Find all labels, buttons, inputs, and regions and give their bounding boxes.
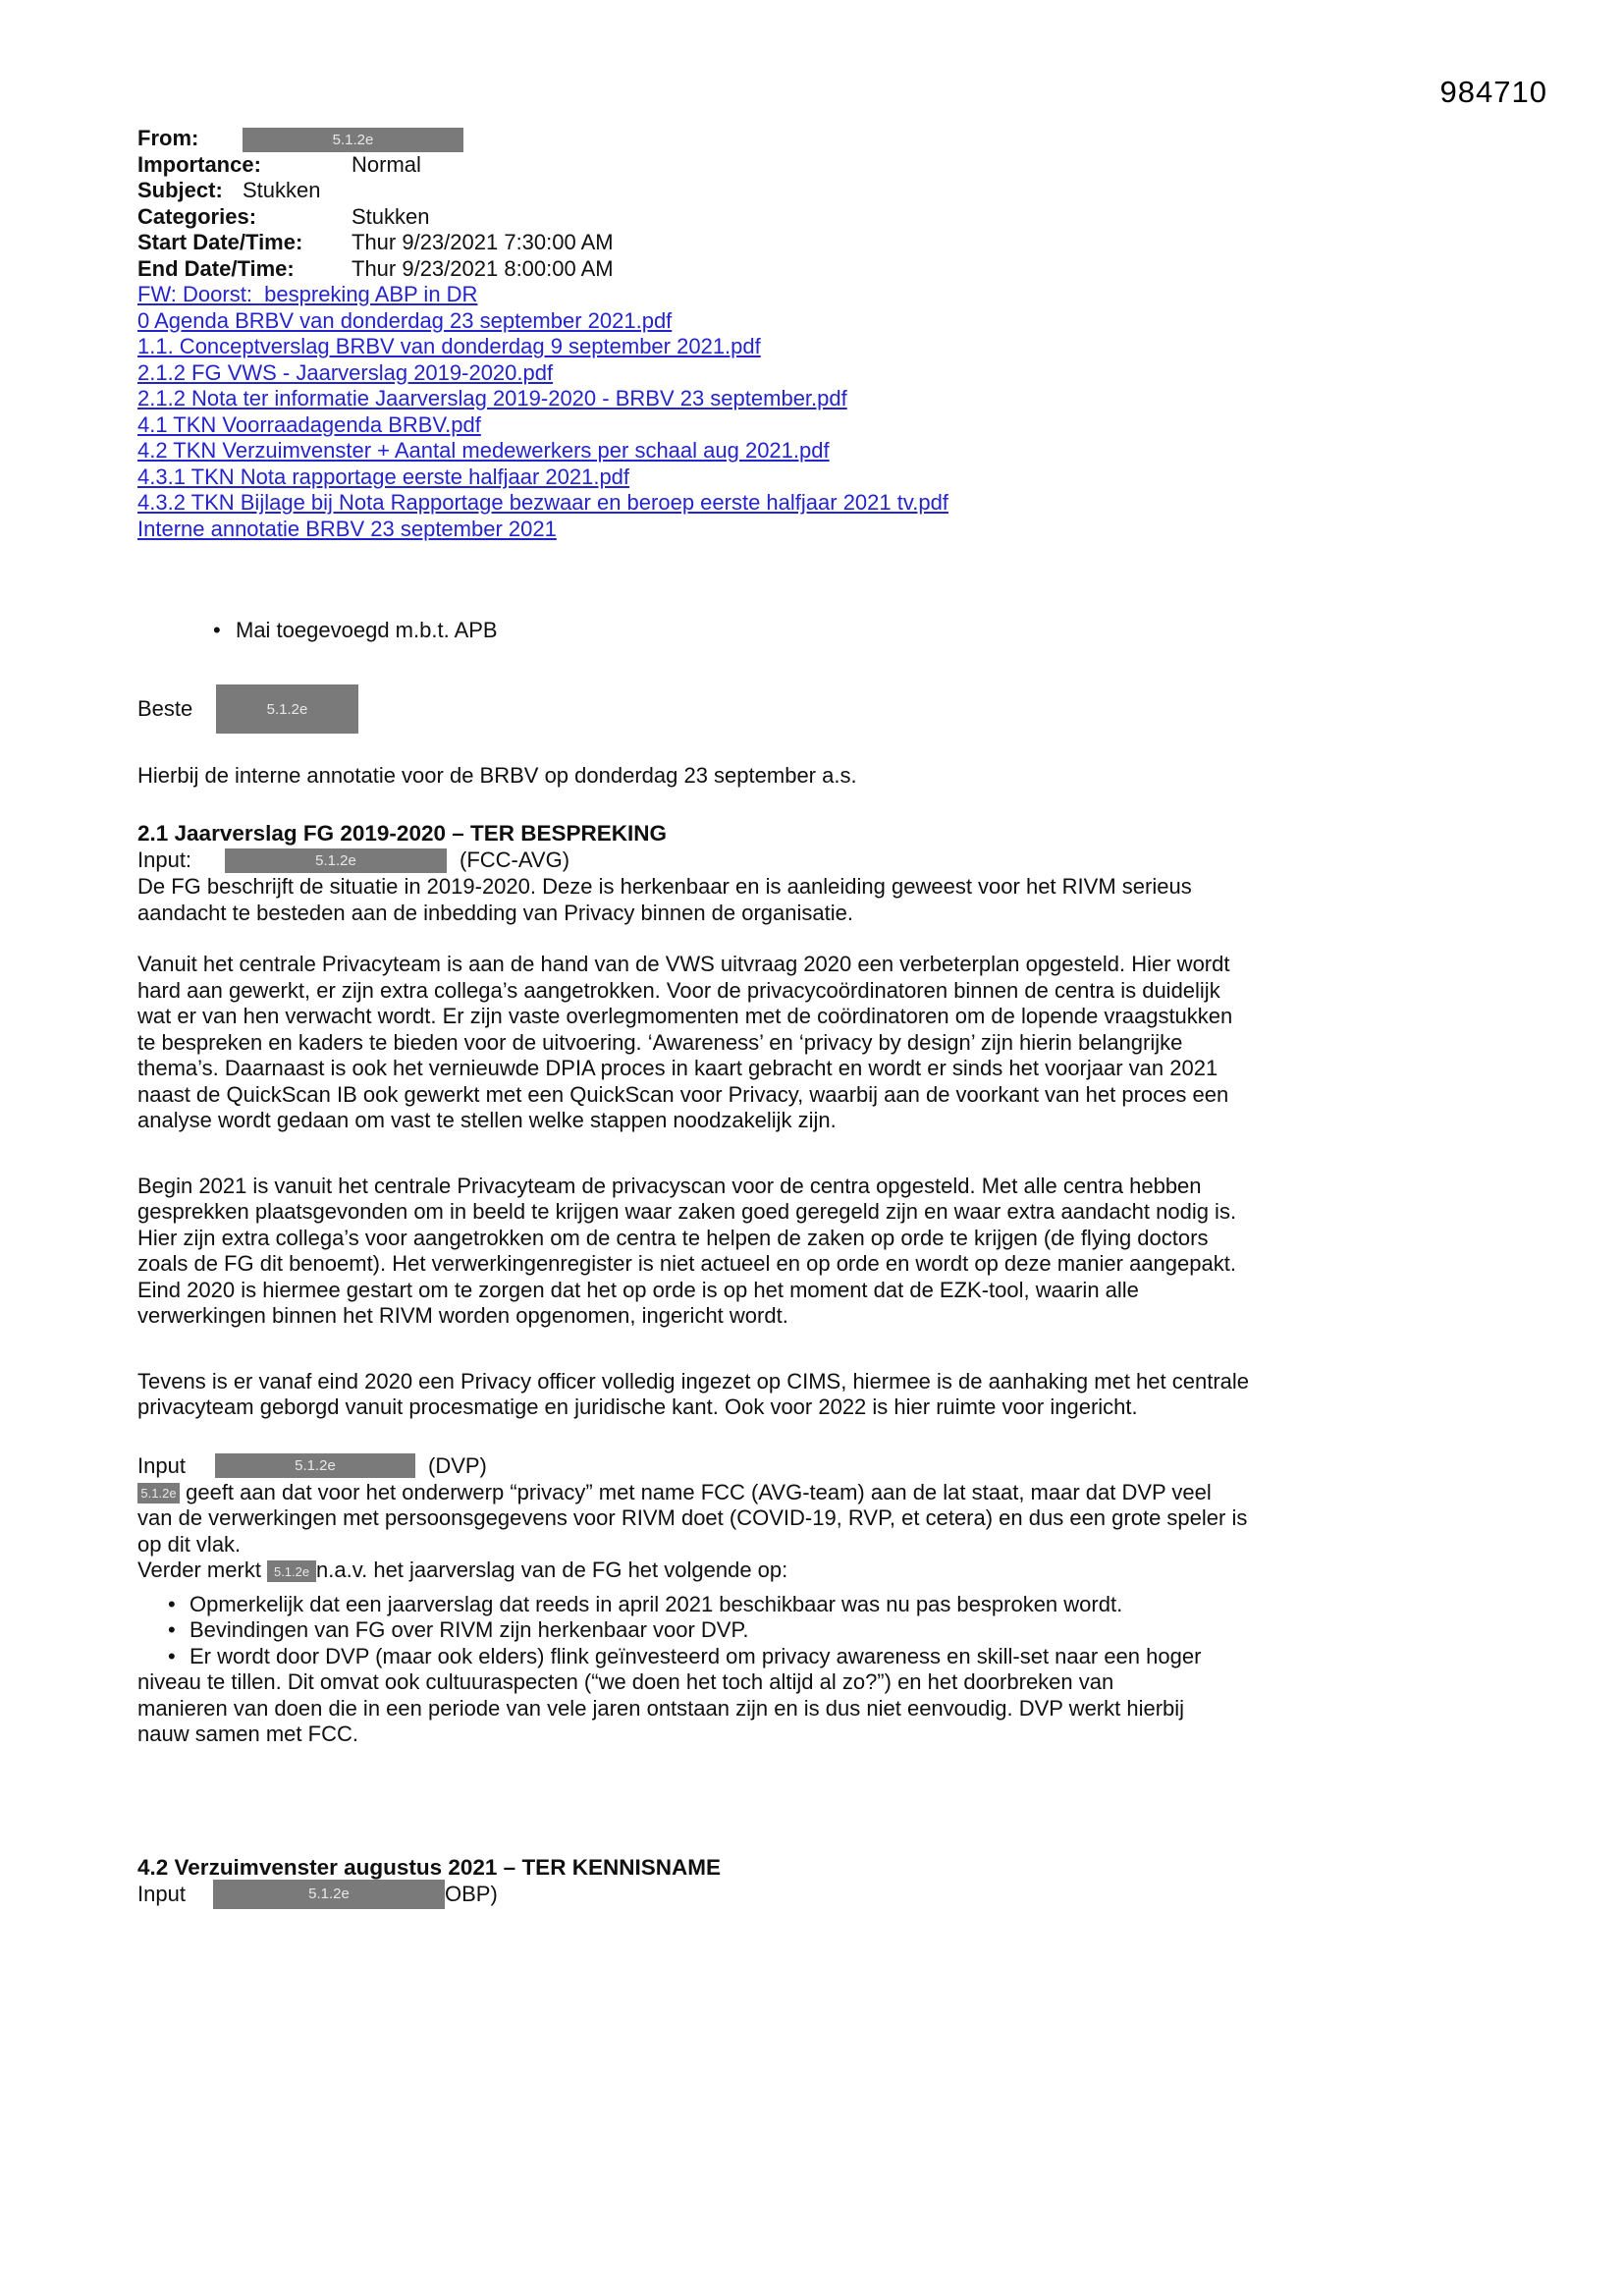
redaction-label: 5.1.2e: [295, 1457, 336, 1475]
salutation-line: [137, 684, 1561, 734]
bullet-item: [137, 1592, 1561, 1618]
paragraph: [137, 874, 1561, 926]
bullet-text: Er wordt door DVP (maar ook elders) flink geïnvesteerd om privacy awareness en skill-set naar een hoger: [189, 1643, 1202, 1668]
paragraph: [137, 1369, 1561, 1421]
bullet-text: Bevindingen van FG over RIVM zijn herkenbaar voor DVP.: [189, 1617, 749, 1643]
intro-line: Hierbij de interne annotatie voor de BRBV op donderdag 23 september a.s.: [137, 763, 857, 789]
body-text: Verder merkt: [137, 1558, 268, 1583]
field-value: Stukken: [352, 203, 430, 229]
added-note-text: Mai toegevoegd m.b.t. APB: [236, 618, 498, 643]
body-line: aandacht te besteden aan de inbedding van Privacy binnen de organisatie.: [137, 900, 853, 925]
redaction-box: [213, 1880, 445, 1909]
input-suffix: OBP): [445, 1881, 498, 1906]
paragraph: [137, 952, 1561, 1134]
paragraph: [137, 1174, 1561, 1330]
bullet-item: [137, 1644, 1561, 1670]
input-label: Input:: [137, 847, 192, 873]
body-line: verwerkingen binnen het RIVM worden opgenomen, ingericht wordt.: [137, 1303, 788, 1329]
redaction-label: 5.1.2e: [308, 1886, 350, 1903]
input-label: Input: [137, 1452, 186, 1478]
body-line: Eind 2020 is hiermee gestart om te zorgen dat het op orde is op het moment dat de EZK-tool, waarin alle: [137, 1277, 1139, 1302]
field-value: Stukken: [243, 178, 321, 203]
body-line: analyse wordt gedaan om vast te stellen welke stappen noodzakelijk zijn.: [137, 1108, 837, 1133]
input-line-obp: [137, 1881, 1561, 1908]
header-field-start: [137, 230, 1561, 256]
redaction-label: 5.1.2e: [266, 700, 308, 718]
bullet-continuation: manieren van doen die in een periode van vele jaren ontstaan zijn en is dus niet eenvoudig. DVP werkt hierbij: [137, 1695, 1185, 1721]
body-line: zoals de FG dit benoemt). Het verwerkingenregister is niet actueel en op orde en wordt op deze manier aangepakt.: [137, 1251, 1236, 1277]
header-field-importance: [137, 152, 1561, 179]
section-heading: 4.2 Verzuimvenster augustus 2021 – TER KENNISNAME: [137, 1854, 721, 1880]
attachment-links: [137, 282, 1561, 542]
redaction-box: [137, 1483, 180, 1503]
field-label: End Date/Time:: [137, 255, 295, 281]
input-suffix: (DVP): [428, 1452, 487, 1478]
input-suffix: (FCC-AVG): [460, 847, 570, 873]
document-number: 984710: [1439, 75, 1547, 109]
bullet-list: [137, 1592, 1561, 1748]
body-line: [137, 1558, 1561, 1584]
attachment-link[interactable]: 2.1.2 Nota ter informatie Jaarverslag 2019-2020 - BRBV 23 september.pdf: [137, 386, 847, 411]
input-line-fcc: [137, 847, 1561, 874]
email-content: [137, 126, 1561, 1908]
field-label: Categories:: [137, 203, 257, 229]
field-value: Thur 9/23/2021 8:00:00 AM: [352, 255, 614, 281]
redaction-box: [225, 848, 447, 873]
body-text: geeft aan dat voor het onderwerp “privacy” met name FCC (AVG-team) aan de lat staat, maar dat DVP veel: [180, 1479, 1212, 1504]
body-line: privacyteam geborgd vanuit procesmatige en juridische kant. Ook voor 2022 is hier ruimte voor ingericht.: [137, 1394, 1138, 1420]
added-note-item: [137, 617, 1561, 643]
attachment-link[interactable]: 0 Agenda BRBV van donderdag 23 september 2021.pdf: [137, 307, 673, 333]
redaction-box: [216, 684, 358, 734]
redaction-box: [243, 128, 463, 152]
body-line: hard aan gewerkt, er zijn extra collega’s aangetrokken. Voor de privacycoördinatoren binnen de centra is duidelijk: [137, 977, 1220, 1003]
bullet-continuation: nauw samen met FCC.: [137, 1722, 358, 1747]
field-value: Normal: [352, 151, 421, 177]
body-line: gesprekken plaatsgevonden om in beeld te krijgen waar zaken goed geregeld zijn en waar extra aandacht nodig is.: [137, 1199, 1237, 1225]
body-line: Begin 2021 is vanuit het centrale Privacyteam de privacyscan voor de centra opgesteld. Met alle centra hebben: [137, 1173, 1202, 1198]
body-line: van de verwerkingen met persoonsgegevens voor RIVM doet (COVID-19, RVP, et cetera) en dus een grote speler is: [137, 1505, 1248, 1531]
redaction-box: [215, 1453, 415, 1478]
bullet-icon: •: [168, 1617, 176, 1643]
bullet-item: [137, 1617, 1561, 1644]
bullet-icon: •: [213, 618, 221, 643]
redaction-label: 5.1.2e: [140, 1486, 177, 1502]
bullet-text: Opmerkelijk dat een jaarverslag dat reeds in april 2021 beschikbaar was nu pas besproken wordt.: [189, 1591, 1123, 1616]
attachment-link[interactable]: 4.1 TKN Voorraadagenda BRBV.pdf: [137, 411, 481, 437]
field-label: From:: [137, 126, 199, 150]
header-field-subject: [137, 178, 1561, 204]
attachment-link[interactable]: 2.1.2 FG VWS - Jaarverslag 2019-2020.pdf: [137, 359, 554, 385]
bullet-continuation: niveau te tillen. Dit omvat ook cultuuraspecten (“we doen het toch altijd al zo?”) en het doorbreken van: [137, 1669, 1114, 1695]
salutation-text: Beste: [137, 696, 193, 722]
redaction-box: [267, 1560, 316, 1582]
body-line: Hier zijn extra collega’s voor aangetrokken om de centra te helpen de zaken op orde te krijgen (de flying doctors: [137, 1225, 1209, 1250]
section-heading: 2.1 Jaarverslag FG 2019-2020 – TER BESPREKING: [137, 821, 668, 847]
body-line: naast de QuickScan IB ook gewerkt met een QuickScan voor Privacy, waarbij aan de voorkant van het proces een: [137, 1081, 1229, 1107]
input-line-dvp: [137, 1452, 1561, 1480]
redaction-label: 5.1.2e: [315, 851, 356, 869]
body-line: Tevens is er vanaf eind 2020 een Privacy officer volledig ingezet op CIMS, hiermee is de aanhaking met het centrale: [137, 1368, 1250, 1394]
body-text: n.a.v. het jaarverslag van de FG het volgende op:: [316, 1558, 788, 1583]
header-field-end: [137, 256, 1561, 283]
body-line: wat er van hen verwacht wordt. Er zijn vaste overlegmomenten met de coördinatoren om de lopende vraagstukken: [137, 1004, 1233, 1029]
body-line: De FG beschrijft de situatie in 2019-2020. Deze is herkenbaar en is aanleiding geweest voor het RIVM serieus: [137, 874, 1192, 900]
field-label: Subject:: [137, 178, 223, 203]
redaction-label: 5.1.2e: [332, 131, 374, 148]
bullet-icon: •: [168, 1643, 176, 1668]
attachment-link[interactable]: Interne annotatie BRBV 23 september 2021: [137, 516, 557, 541]
field-label: Importance:: [137, 151, 261, 177]
attachment-link[interactable]: 4.2 TKN Verzuimvenster + Aantal medewerkers per schaal aug 2021.pdf: [137, 438, 830, 464]
body-line: Vanuit het centrale Privacyteam is aan de hand van de VWS uitvraag 2020 een verbeterplan opgesteld. Hier wordt: [137, 952, 1230, 977]
body-line: thema’s. Daarnaast is ook het vernieuwde DPIA proces in kaart gebracht en wordt er sinds het voorjaar van 2021: [137, 1056, 1218, 1081]
field-label: Start Date/Time:: [137, 230, 303, 255]
attachment-link[interactable]: 4.3.1 TKN Nota rapportage eerste halfjaar 2021.pdf: [137, 464, 630, 489]
attachment-link[interactable]: 4.3.2 TKN Bijlage bij Nota Rapportage bezwaar en beroep eerste halfjaar 2021 tv.pdf: [137, 490, 948, 516]
body-line: te bespreken en kaders te bieden voor de uitvoering. ‘Awareness’ en ‘privacy by design’ zijn hierin belangrijke: [137, 1029, 1183, 1055]
redaction-label: 5.1.2e: [273, 1563, 310, 1579]
body-line: op dit vlak.: [137, 1531, 242, 1557]
header-field-categories: [137, 204, 1561, 231]
bullet-icon: •: [168, 1591, 176, 1616]
header-field-from: [137, 126, 1561, 152]
input-label: Input: [137, 1881, 186, 1906]
field-value: Thur 9/23/2021 7:30:00 AM: [352, 230, 614, 255]
body-line: [137, 1480, 1561, 1506]
attachment-link[interactable]: 1.1. Conceptverslag BRBV van donderdag 9 september 2021.pdf: [137, 334, 761, 359]
attachment-link[interactable]: FW: Doorst: bespreking ABP in DR: [137, 282, 478, 307]
